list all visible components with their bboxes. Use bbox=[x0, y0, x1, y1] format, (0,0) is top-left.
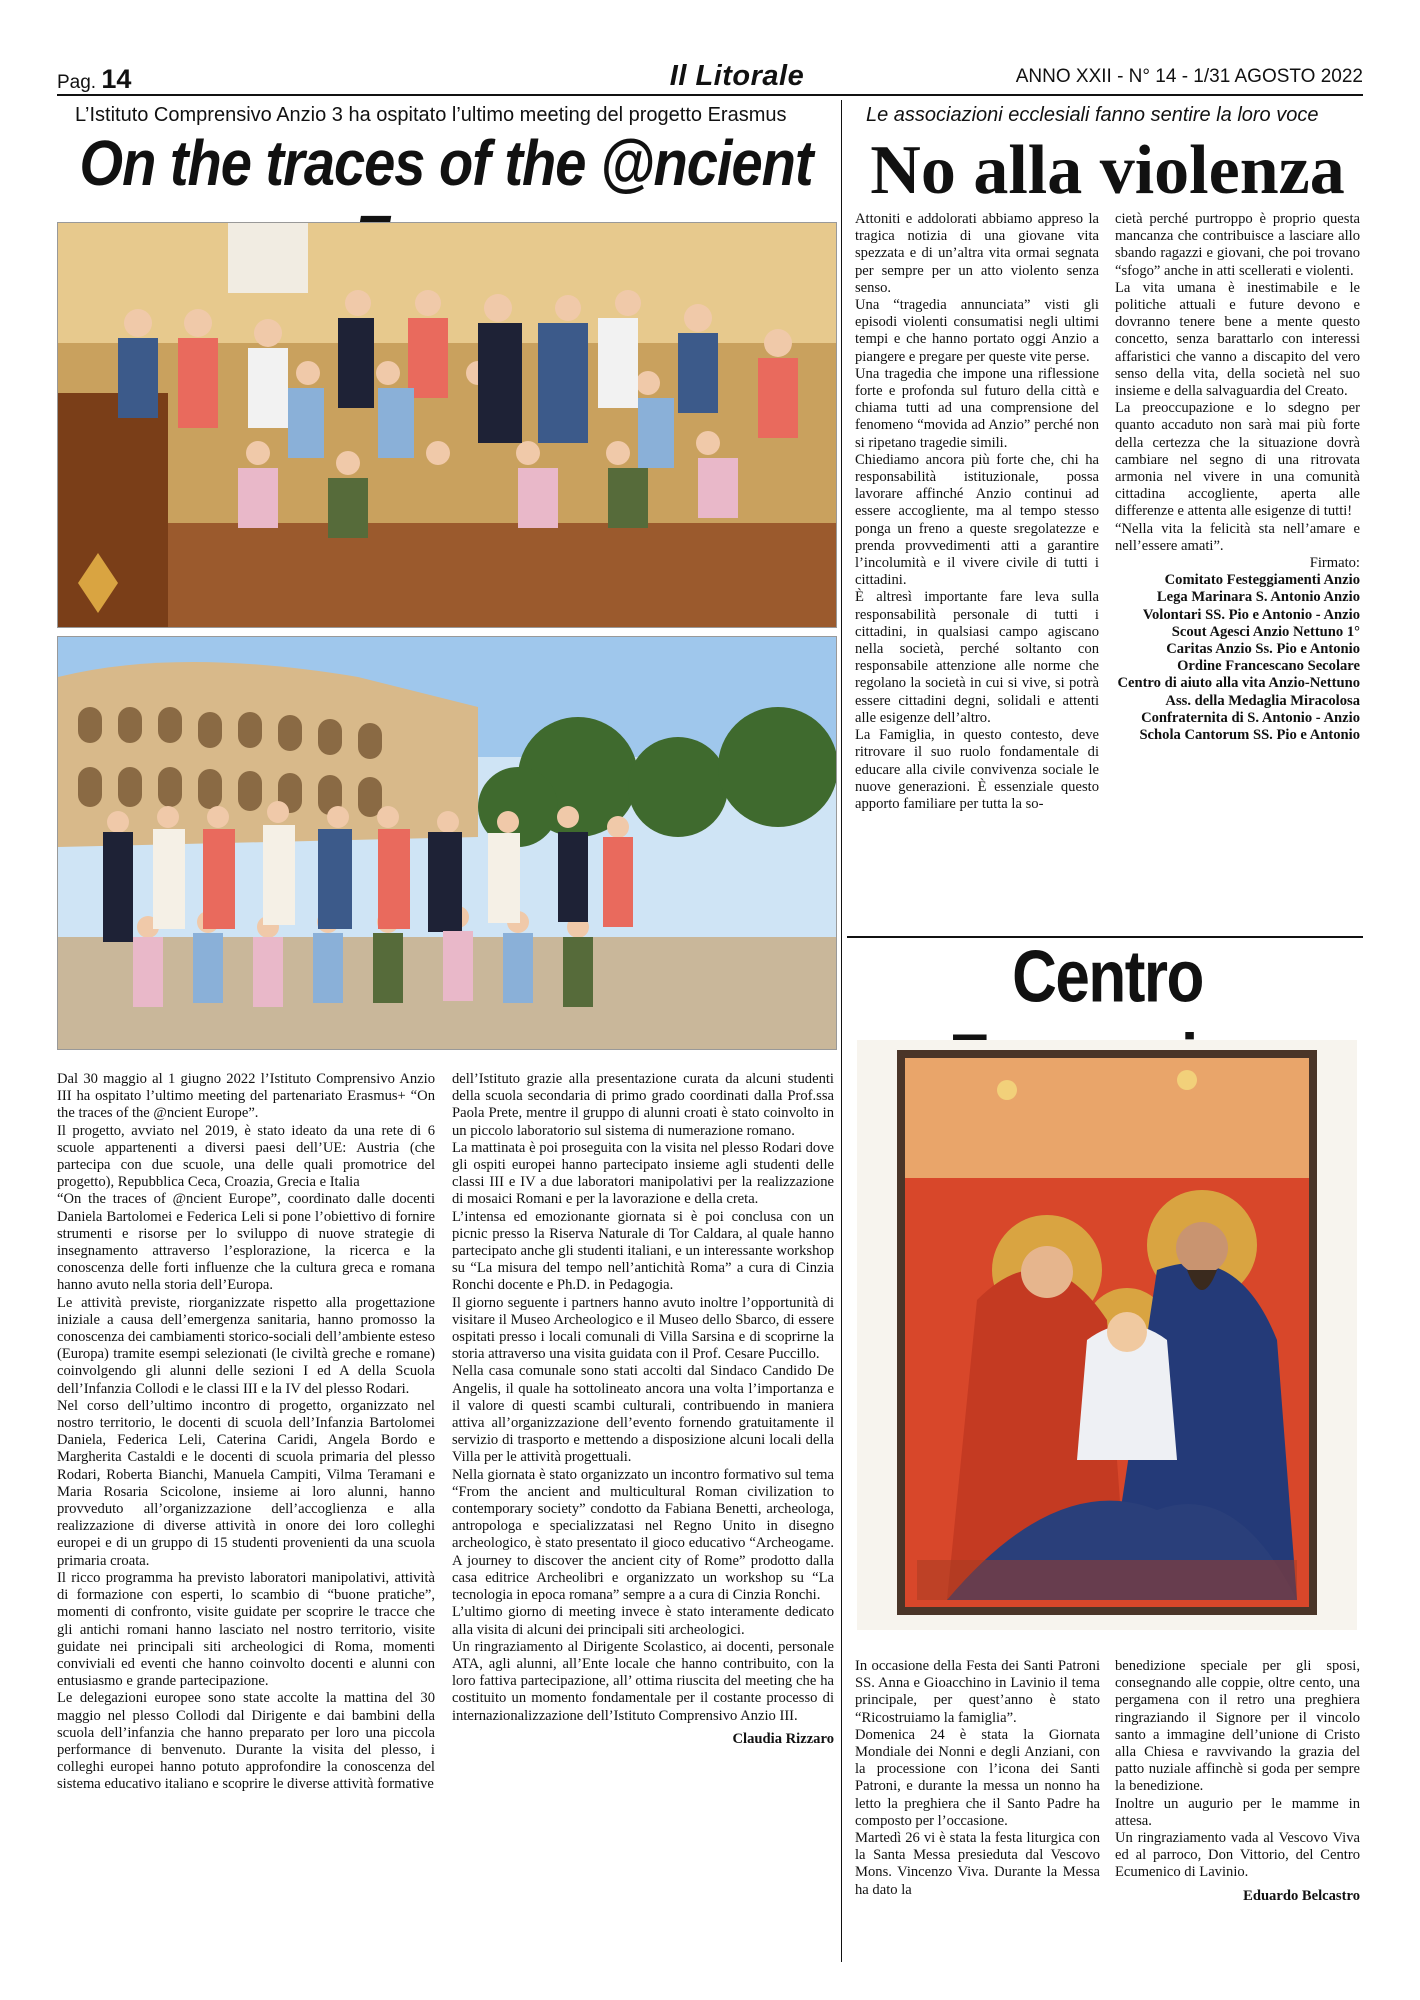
left-kicker: L’Istituto Comprensivo Anzio 3 ha ospitato l’ultimo meeting del progetto Erasmus bbox=[75, 104, 787, 126]
paragraph: Nella giornata è stato organizzato un incontro formativo sul tema “From the ancient and multicultural Roman civilization to contemporary society” condotto da Fabiana Benetti, archeologa, antropologa e specializzatasi nel Regno Unito in disegno archeologico, è stato presentato il gioco educativo “Archeogame. A journey to discover the ancient city of Rome” prodotto dalla casa editrice Archeolibri e organizzato un workshop su “La tecnologia in epoca romana” sempre a a cura di Cinzia Ronchi. bbox=[452, 1466, 834, 1604]
paragraph: La mattinata è poi proseguita con la visita nel plesso Rodari dove gli ospiti europei hanno partecipato insieme agli studenti delle classi III e IV a due laboratori manipolativi per la realizzazione di mosaici Romani e per la lavorazione e della creta. bbox=[452, 1139, 834, 1208]
paragraph: Chiediamo ancora più forte che, chi ha responsabilità istituzionale, possa lavorare affinché Anzio continui ad essere accogliente, ma al tempo stesso ponga un freno a queste sregolatezze e prenda provvedimenti atti a garantire l’incolumità e il vivere civile di tutti i cittadini. bbox=[855, 451, 1099, 589]
signatory: Schola Cantorum SS. Pio e Antonio bbox=[1139, 727, 1360, 744]
paragraph: Una tragedia che impone una riflessione forte e profonda sul futuro della città e chiama tutti ad una comprensione del fenomeno “movida ad Anzio” perché non si ripetano tragedie simili. bbox=[855, 365, 1099, 451]
signatory: Ass. della Medaglia Miracolosa bbox=[1165, 692, 1360, 709]
paragraph: L’intensa ed emozionante giornata si è poi conclusa con un picnic presso la Riserva Naturale di Tor Caldara, al quale hanno partecipato anche gli studenti italiani, e un interessante workshop su “La misura del tempo nell’antichità Roma” a cura di Cinzia Ronchi docente e Ph.D. in Pedagogia. bbox=[452, 1208, 834, 1294]
signatory: Ordine Francescano Secolare bbox=[1177, 658, 1360, 675]
bottom-right-signature: Eduardo Belcastro bbox=[1243, 1887, 1360, 1904]
signatory: Confraternita di S. Antonio - Anzio bbox=[1141, 709, 1360, 726]
left-article-col-2 bbox=[452, 1071, 834, 1748]
paragraph: “On the traces of @ncient Europe”, coordinato dalle docenti Daniela Bartolomei e Federica Leli si pone l’obiettivo di fornire strumenti e risorse per lo sviluppo di nuove strategie di insegnamento attraverso l’esplorazione, la ricerca e la conoscenza delle forti influenze che la cultura greca e romana hanno avuto nella storia dell’Europa. bbox=[57, 1191, 435, 1294]
signatory: Caritas Anzio Ss. Pio e Antonio bbox=[1166, 641, 1360, 658]
bottom-right-col-1 bbox=[855, 1658, 1100, 1899]
page-header bbox=[57, 60, 1363, 94]
issue-info: ANNO XXII - N° 14 - 1/31 AGOSTO 2022 bbox=[1015, 66, 1363, 87]
paragraph: In occasione della Festa dei Santi Patroni SS. Anna e Gioacchino in Lavinio il tema principale, per quest’anno è stato “Ricostruiamo la famiglia”. bbox=[855, 1658, 1100, 1726]
right-article-col-1 bbox=[855, 211, 1099, 813]
page-number: Pag. 14 bbox=[57, 64, 132, 94]
right-kicker: Le associazioni ecclesiali fanno sentire la loro voce bbox=[866, 104, 1319, 126]
paragraph: Inoltre un augurio per le mamme in attesa. bbox=[1115, 1795, 1360, 1829]
header-rule bbox=[57, 94, 1363, 96]
paragraph: “Nella vita la felicità sta nell’amare e nell’essere amati”. bbox=[1115, 520, 1360, 554]
paragraph: Nel corso dell’ultimo incontro di progetto, organizzato nel nostro territorio, le docenti di scuola dell’Infanzia Bartolomei Daniela, Federica Leli, Caterina Caridi, Angela Bordo e Margherita Castaldi e le docenti di scuola primaria del plesso Rodari, Roberta Bianchi, Manuela Campiti, Vilma Teramani e Maria Rosaria Scicolone, insieme ai loro alunni, hanno provveduto all’organizzazione dell’accoglienza e alla realizzazione di diverse attività in onore dei loro colleghi europei e di un gruppo di 15 studenti provenienti da una scuola primaria croata. bbox=[57, 1397, 435, 1569]
signed-label: Firmato: bbox=[1309, 555, 1360, 572]
column-divider bbox=[841, 100, 842, 1962]
signatory: Comitato Festeggiamenti Anzio bbox=[1164, 572, 1360, 589]
paragraph: Dal 30 maggio al 1 giugno 2022 l’Istituto Comprensivo Anzio III ha ospitato l’ultimo meeting del partenariato Erasmus+ “On the traces of the @ncient Europe”. bbox=[57, 1071, 435, 1122]
paragraph: Domenica 24 è stata la Giornata Mondiale dei Nonni e degli Anziani, con la processione con l’icona dei Santi Patroni, e durante la messa un nonno ha letto la preghiera che il Santo Padre ha composto per l’occasione. bbox=[855, 1726, 1100, 1829]
left-article-col-1 bbox=[57, 1071, 435, 1794]
paragraph: Nella casa comunale sono stati accolti dal Sindaco Candido De Angelis, il quale ha sottolineato ancora una volta l’importanza e il valore di questi scambi culturali, contribuendo in maniera attiva all’organizzazione dell’evento fornendo gratuitamente il servizio di trasporto e mettendo a disposizione alcuni locali della Villa per le attività progettuali. bbox=[452, 1363, 834, 1466]
masthead: Il Litorale bbox=[669, 60, 805, 92]
paragraph: Attoniti e addolorati abbiamo appreso la tragica notizia di una giovane vita spezzata e di un’altra vita ormai segnata per sempre per un atto violento senza senso. bbox=[855, 211, 1099, 296]
paragraph: La preoccupazione e lo sdegno per quanto accaduto non sarà mai più forte della certezza che la situazione dovrà cambiare nel segno di una ritrovata armonia nel vivere in una comunità cittadina accogliente, aperta alle differenze e attenta alle esigenze di tutti! bbox=[1115, 400, 1360, 520]
signatory: Centro di aiuto alla vita Anzio-Nettuno bbox=[1117, 675, 1360, 692]
paragraph: Il ricco programma ha previsto laboratori manipolativi, attività di formazione con esperti, lo scambio di “buone pratiche”, momenti di confronto, visite guidate per scoprire le tracce che gli antichi romani hanno lasciato nel nostro territorio, visite guidate nei principali siti archeologici di Roma, momenti conviviali ed eventi che hanno coinvolto docenti e alunni con entusiasmo e grande partecipazione. bbox=[57, 1569, 435, 1690]
paragraph: Un ringraziamento al Dirigente Scolastico, ai docenti, personale ATA, agli alunni, all’Ente locale che hanno contribuito, con la loro fattiva partecipazione, all’ ottima riuscita del meeting che ha costituito un momento fondamentale per il costante processo di internazionalizzazione dell’Istituto Comprensivo Anzio III. bbox=[452, 1638, 834, 1724]
paragraph: Martedì 26 vi è stata la festa liturgica con la Santa Messa presieduta dal Vescovo Mons. Vincenzo Viva. Durante la Messa ha dato la bbox=[855, 1830, 1100, 1898]
paragraph: Le attività previste, riorganizzate rispetto alla progettazione iniziale a causa dell’emergenza sanitaria, hanno promosso la conoscenza dei cambiamenti storico-sociali dell’ambiente esteso (Europa) tramite esempi selezionati (le civiltà greche e romane) coinvolgendo gli alunni delle sezioni I ed A della Scuola dell’Infanzia Collodi e le classi III e la IV del plesso Rodari. bbox=[57, 1294, 435, 1397]
signatory: Volontari SS. Pio e Antonio - Anzio bbox=[1142, 606, 1360, 623]
paragraph: La Famiglia, in questo contesto, deve ritrovare il suo ruolo fondamentale di educare alla civile convivenza sociale le nuove generazioni. È essenziale questo apporto familiare per tutta la so- bbox=[855, 727, 1099, 812]
left-headline: On the traces of the @ncient bbox=[79, 126, 813, 199]
colosseum-group-photo bbox=[57, 636, 837, 1050]
left-article-signature: Claudia Rizzaro bbox=[732, 1730, 834, 1747]
paragraph: cietà perché purtroppo è proprio questa mancanza che contribuisce a lasciare allo sbando ragazzi e giovani, che poi trovano “sfogo” anche in atti scellerati e violenti. bbox=[1115, 211, 1360, 279]
paragraph: Le delegazioni europee sono state accolte la mattina del 30 maggio nel plesso Collodi dal Dirigente e dai bambini della scuola dell’infanzia che hanno preparato per loro una piccola performance di benvenuto. Durante la visita del plesso, i colleghi europei hanno potuto approfondire la conoscenza del sistema educativo italiano e scoprire le diverse attività formative bbox=[57, 1690, 435, 1793]
paragraph: L’ultimo giorno di meeting invece è stato interamente dedicato alla visita di alcuni dei principali siti archeologici. bbox=[452, 1604, 834, 1638]
paragraph: Un ringraziamento vada al Vescovo Viva ed al parroco, Don Vittorio, del Centro Ecumenico di Lavinio. bbox=[1115, 1830, 1360, 1881]
paragraph: dell’Istituto grazie alla presentazione curata da alcuni studenti della scuola secondaria di primo grado coordinati dalla Prof.ssa Paola Prete, mentre il gruppo di alunni croati è stato coinvolto in un piccolo laboratorio sul sistema di numerazione romano. bbox=[452, 1071, 834, 1139]
signatory: Lega Marinara S. Antonio Anzio bbox=[1156, 589, 1360, 606]
paragraph: Una “tragedia annunciata” visti gli episodi violenti consumatisi negli ultimi tempi e che hanno portato oggi Anzio a piangere e pregare per queste vite perse. bbox=[855, 297, 1099, 365]
holy-family-icon-image bbox=[857, 1040, 1357, 1630]
paragraph: Il progetto, avviato nel 2019, è stato ideato da una rete di 6 scuole appartenenti a diversi paesi dell’UE: Austria (che partecipa con due scuole, una delle quali promotrice del progetto), Repubblica Ceca, Croazia, Grecia e Italia bbox=[57, 1122, 435, 1191]
signatories bbox=[1115, 555, 1360, 744]
bottom-right-col-2 bbox=[1115, 1658, 1360, 1905]
paragraph: La vita umana è inestimabile e le politiche attuali e future devono e dovranno tenere bene a mente questo concetto, senza barattarlo con interessi affaristici che vanno a discapito del vero senso della vita, della società nel suo insieme e della salvaguardia del Creato. bbox=[1115, 279, 1360, 400]
paragraph: benedizione speciale per gli sposi, consegnando alle coppie, oltre cento, una pergamena con il retro una preghiera ringraziando il Signore per il vincolo santo a immagine dell’unione di Cristo alla Chiesa e ravvivando la grazia del patto nuziale affinchè si goda per sempre la benedizione. bbox=[1115, 1658, 1360, 1795]
signatory: Scout Agesci Anzio Nettuno 1° bbox=[1171, 623, 1360, 640]
right-headline: No alla violenza bbox=[870, 132, 1345, 209]
right-article-col-2 bbox=[1115, 211, 1360, 744]
paragraph: È altresì importante fare leva sulla responsabilità personale di tutti i cittadini, in qualsiasi campo agiscano nella società, perché soltanto con responsabile attenzione alle norme che regolano la società in cui si vive, si potrà essere cittadini degni, solidali e attenti alle esigenze dell’altro. bbox=[855, 589, 1099, 726]
group-photo-indoor bbox=[57, 222, 837, 628]
paragraph: Il giorno seguente i partners hanno avuto inoltre l’opportunità di visitare il Museo Archeologico e il Museo dello Sbarco, di essere ospitati presso i locali comunali di Villa Sarsina e di scoprirne la storia attraverso una visita guidata con il Prof. Cesare Puccillo. bbox=[452, 1294, 834, 1363]
bottom-right-headline: Centro bbox=[1012, 936, 1203, 1018]
